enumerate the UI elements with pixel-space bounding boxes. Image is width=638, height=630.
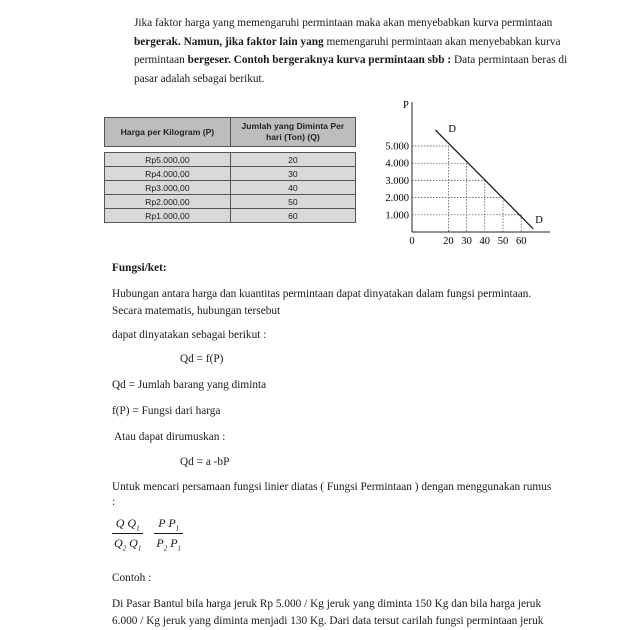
demand-line — [435, 130, 533, 229]
cell-qty: 30 — [230, 167, 355, 181]
intro-text-3: Data permintaan beras di pasar adalah sebagai berikut. — [134, 54, 568, 85]
paragraph-3: dapat dinyatakan sebagai berikut : — [112, 329, 267, 341]
paragraph-5: Untuk mencari persamaan fungsi linier diatas ( Fungsi Permintaan ) dengan menggunakan rumus — [112, 481, 552, 493]
y-tick-label: 3.000 — [385, 175, 409, 187]
formula-qd-fp: Qd = f(P) — [180, 353, 224, 365]
definition-qd: Qd = Jumlah barang yang diminta — [112, 379, 267, 391]
table-row — [105, 181, 356, 195]
cell-qty: 20 — [230, 153, 355, 167]
cell-qty: 40 — [230, 181, 355, 195]
x-tick-label: 20 — [443, 236, 454, 247]
table-row — [105, 195, 356, 209]
cell-price: Rp4.000,00 — [105, 167, 231, 181]
x-tick-label: 0 — [409, 236, 415, 247]
y-tick-label: 1.000 — [385, 210, 409, 222]
y-axis-label: P — [403, 100, 409, 111]
two-point-formula — [112, 516, 191, 553]
fraction-p: $\frac{P P_1}{P_2 P_1}$ — [156, 516, 182, 553]
x-tick-label: 50 — [497, 236, 509, 247]
example-label: Contoh : — [112, 572, 152, 584]
paragraph-5-colon: : — [112, 496, 116, 508]
header-price: Harga per Kilogram (P) — [105, 118, 231, 147]
table-row — [105, 153, 356, 167]
intro-bold-2: bergeser. Contoh bergeraknya kurva permintaan sbb : — [187, 54, 452, 66]
example-paragraph: Di Pasar Bantul bila harga jeruk Rp 5.000 / Kg jeruk yang diminta 150 Kg dan bila harga jeruk 6.000 / Kg jeruk yang diminta menjadi 130 Kg. Dari data tersut carilah fungsi permintaan jeruk — [112, 598, 544, 627]
y-tick-label: 2.000 — [385, 193, 409, 205]
x-tick-label: 40 — [479, 236, 491, 247]
section-heading: Fungsi/ket: — [112, 262, 167, 274]
header-quantity: Jumlah yang Diminta Per hari (Ton) (Q) — [230, 118, 355, 147]
table-row — [105, 167, 356, 181]
curve-label-d-top: D — [448, 124, 456, 135]
cell-qty: 60 — [230, 209, 355, 223]
curve-label-d-bottom: D — [535, 214, 543, 226]
y-tick-label: 5.000 — [385, 141, 409, 153]
x-tick-label: 30 — [461, 236, 472, 247]
intro-bold-1: bergerak. Namun, jika faktor lain yang — [134, 35, 324, 48]
table-header-row — [105, 118, 356, 147]
definition-fp: f(P) = Fungsi dari harga — [112, 405, 221, 417]
formula-linear: Qd = a -bP — [180, 456, 230, 468]
intro-text-2: memengaruhi permintaan akan menyebabkan kurva permintaan — [134, 35, 561, 66]
x-tick-label: 60 — [515, 236, 527, 247]
cell-qty: 50 — [230, 195, 355, 209]
paragraph-2: Hubungan antara harga dan kuantitas permintaan dapat dinyatakan dalam fungsi permintaan. Secara matematis, hubungan tersebut — [112, 288, 532, 317]
paragraph-4: Atau dapat dirumuskan : — [114, 431, 226, 443]
cell-price: Rp2.000,00 — [105, 195, 231, 209]
intro-paragraph — [134, 14, 574, 88]
demand-table — [104, 117, 356, 223]
fraction-q: $\frac{Q Q_1}{Q_2 Q_1}$ — [114, 516, 142, 553]
intro-text-1: Jika faktor harga yang memengaruhi permintaan maka akan menyebabkan kurva permintaan — [134, 17, 553, 29]
y-tick-label: 4.000 — [385, 158, 409, 170]
table-row — [105, 209, 356, 223]
cell-price: Rp1.000,00 — [105, 209, 231, 223]
cell-price: Rp5.000,00 — [105, 153, 231, 167]
cell-price: Rp3.000,00 — [105, 181, 231, 195]
demand-curve-chart — [372, 94, 562, 252]
